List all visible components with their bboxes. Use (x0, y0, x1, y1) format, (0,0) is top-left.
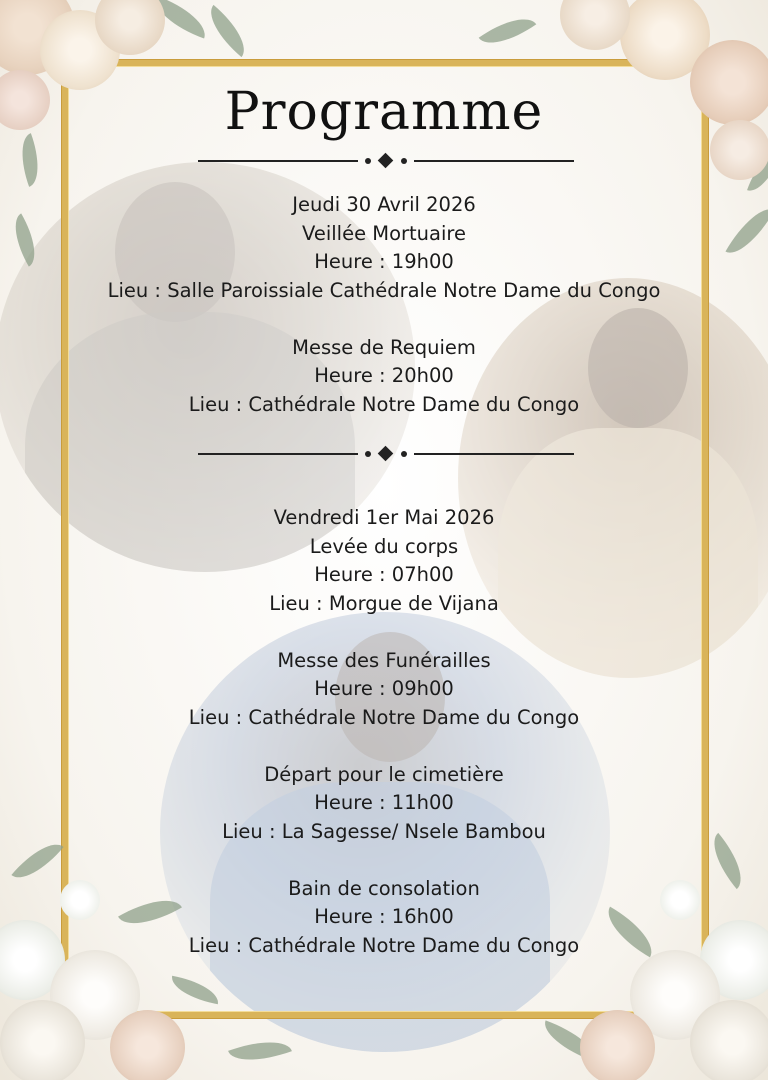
event-place: Lieu : Salle Paroissiale Cathédrale Notre Dame du Congo (107, 278, 661, 302)
event-place: Lieu : Cathédrale Notre Dame du Congo (188, 933, 580, 957)
day2-section (0, 504, 768, 960)
event-time: Heure : 16h00 (314, 905, 454, 928)
page-title: Programme (224, 82, 544, 142)
event-place: Lieu : La Sagesse/ Nsele Bambou (222, 819, 546, 843)
event-place: Lieu : Cathédrale Notre Dame du Congo (188, 392, 580, 416)
event-time: Heure : 09h00 (314, 677, 454, 700)
ornament-divider-top (198, 154, 574, 168)
event-name: Bain de consolation (288, 876, 480, 900)
ornament-divider-middle (198, 447, 574, 461)
event-time: Heure : 20h00 (314, 364, 454, 387)
event-time: Heure : 11h00 (314, 791, 454, 814)
event-name: Levée du corps (309, 534, 459, 558)
event-name: Départ pour le cimetière (264, 762, 504, 786)
event-time: Heure : 07h00 (314, 563, 454, 586)
day1-date: Jeudi 30 Avril 2026 (292, 193, 476, 216)
event-time: Heure : 19h00 (314, 250, 454, 273)
day2-date: Vendredi 1er Mai 2026 (273, 506, 495, 529)
event-name: Veillée Mortuaire (302, 221, 466, 245)
day1-section (0, 191, 768, 419)
event-place: Lieu : Cathédrale Notre Dame du Congo (188, 705, 580, 729)
event-place: Lieu : Morgue de Vijana (269, 591, 499, 615)
event-name: Messe de Requiem (292, 335, 476, 359)
event-name: Messe des Funérailles (277, 648, 491, 672)
